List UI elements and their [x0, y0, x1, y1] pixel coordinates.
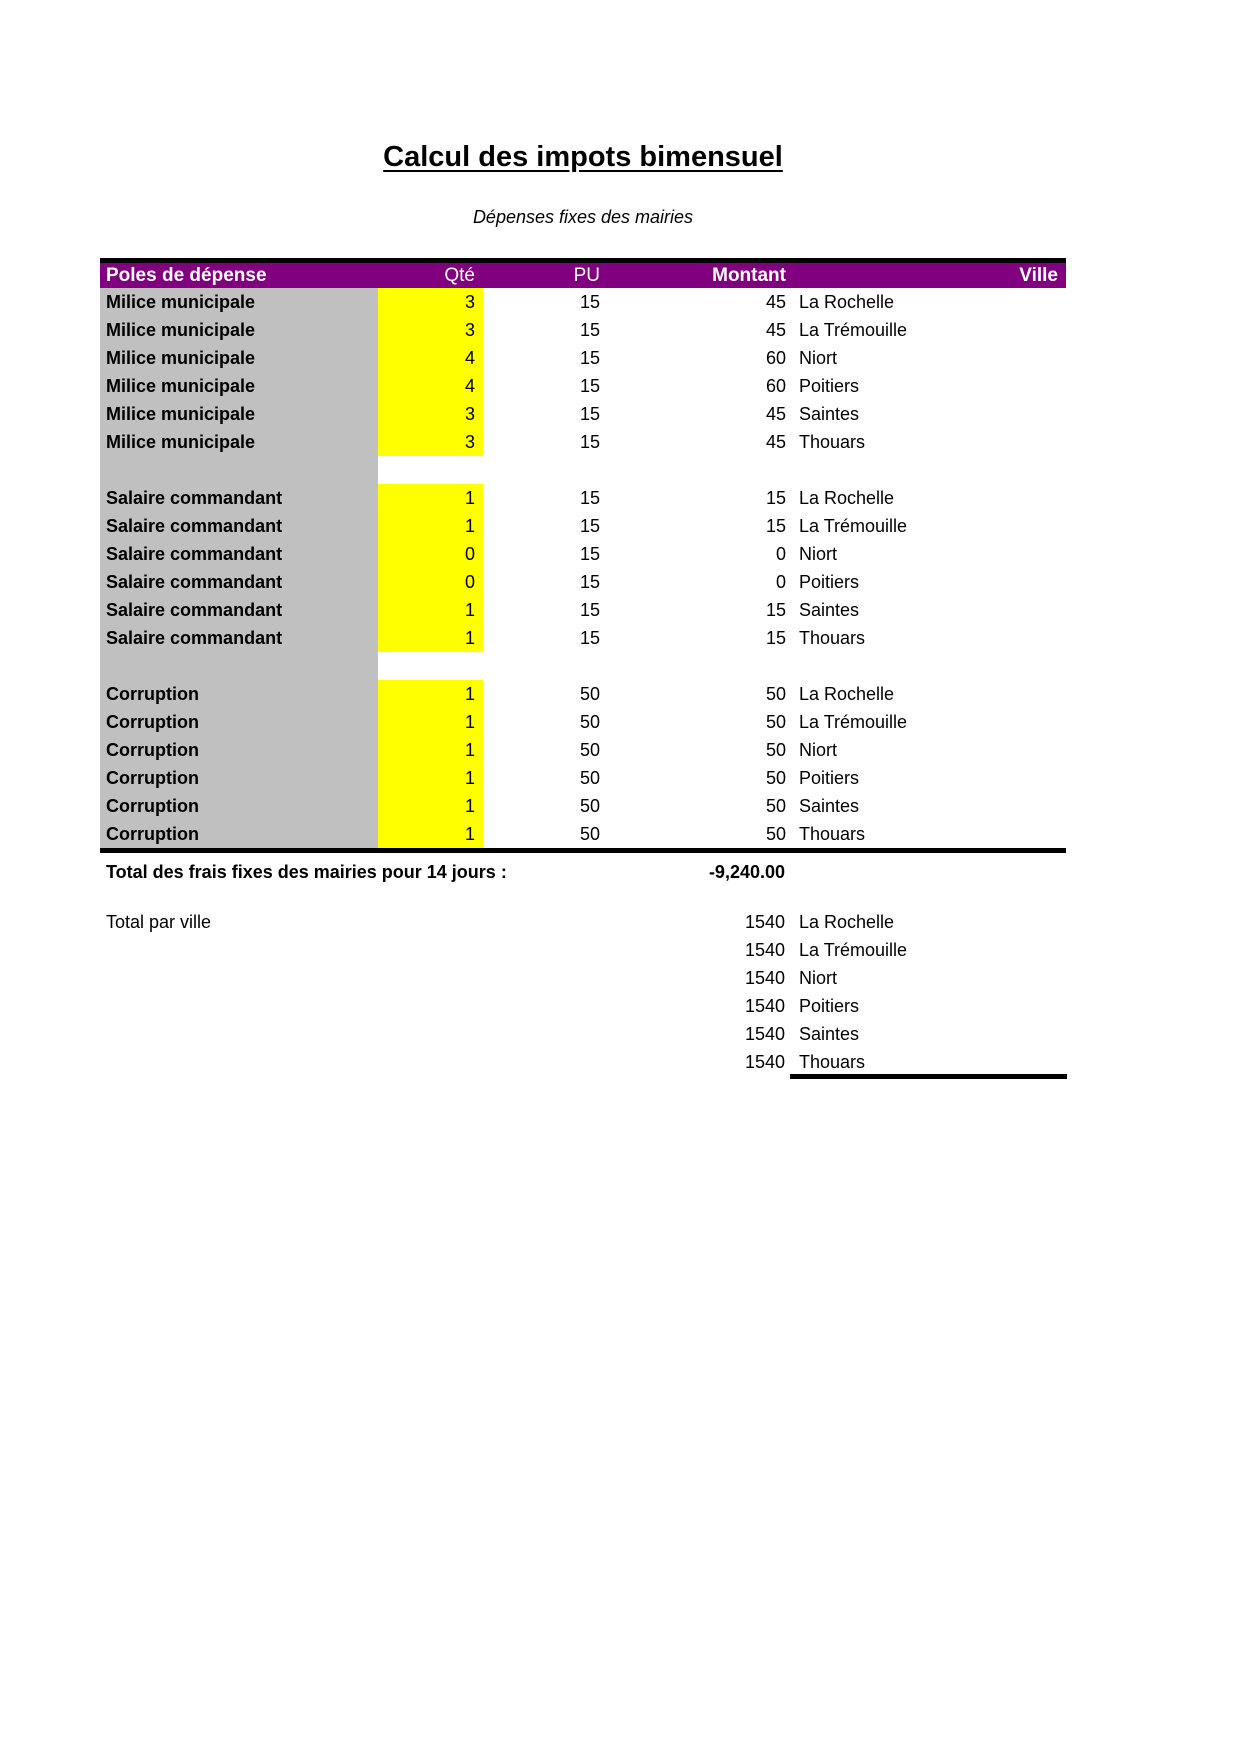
cell-unit-price: 15 — [579, 292, 600, 312]
cell-unit-price: 15 — [579, 348, 600, 368]
cell-pole: Milice municipale — [100, 428, 378, 456]
cell-pole: Corruption — [100, 764, 378, 792]
gap-cell-pole — [100, 652, 378, 680]
cell-montant: 45 — [765, 292, 786, 312]
gap-cell-montant — [610, 456, 790, 484]
table-row — [100, 288, 1066, 316]
gap-row — [100, 456, 1066, 484]
cell-pole: Corruption — [100, 708, 378, 736]
cell-ville: Saintes — [799, 600, 860, 620]
cell-montant: 50 — [765, 796, 786, 816]
ville-total-name: Niort — [799, 968, 838, 988]
cell-unit-price: 15 — [579, 432, 600, 452]
cell-pole: Salaire commandant — [100, 484, 378, 512]
cell-qty-input[interactable]: 0 — [378, 568, 483, 596]
cell-unit-price: 50 — [579, 824, 600, 844]
ville-total-row — [100, 992, 1066, 1020]
gap-cell-qte — [378, 456, 483, 484]
cell-pole: Corruption — [100, 680, 378, 708]
column-header-montant: Montant — [712, 265, 786, 286]
cell-ville: La Rochelle — [799, 684, 895, 704]
ville-total-row — [100, 964, 1066, 992]
page-title: Calcul des impots bimensuel — [383, 141, 783, 173]
ville-totals-underline — [790, 1074, 1067, 1079]
cell-montant: 15 — [765, 600, 786, 620]
cell-unit-price: 15 — [579, 488, 600, 508]
cell-pole: Milice municipale — [100, 372, 378, 400]
cell-pole: Milice municipale — [100, 288, 378, 316]
table-row — [100, 708, 1066, 736]
cell-qty-input[interactable]: 1 — [378, 792, 483, 820]
cell-ville: Poitiers — [799, 376, 860, 396]
cell-unit-price: 50 — [579, 712, 600, 732]
cell-ville: Thouars — [799, 432, 866, 452]
cell-qty-input[interactable]: 0 — [378, 540, 483, 568]
ville-total-name: La Rochelle — [799, 912, 895, 932]
ville-total-name: La Trémouille — [799, 940, 908, 960]
ville-total-value: 1540 — [744, 1024, 785, 1044]
table-row — [100, 540, 1066, 568]
ville-total-value: 1540 — [744, 968, 785, 988]
cell-qty-input[interactable]: 1 — [378, 764, 483, 792]
cell-montant: 50 — [765, 824, 786, 844]
cell-ville: Thouars — [799, 628, 866, 648]
cell-ville: La Trémouille — [799, 516, 908, 536]
table-row — [100, 512, 1066, 540]
cell-ville: La Rochelle — [799, 488, 895, 508]
gap-cell-qte — [378, 652, 483, 680]
cell-qty-input[interactable]: 3 — [378, 428, 483, 456]
table-row — [100, 344, 1066, 372]
cell-pole: Corruption — [100, 792, 378, 820]
ville-totals-list — [100, 908, 1066, 1076]
cell-unit-price: 50 — [579, 740, 600, 760]
total-fixed-row — [100, 858, 1066, 886]
cell-unit-price: 50 — [579, 796, 600, 816]
cell-qty-input[interactable]: 3 — [378, 288, 483, 316]
cell-unit-price: 15 — [579, 628, 600, 648]
table-header-row — [100, 263, 1066, 288]
cell-qty-input[interactable]: 3 — [378, 400, 483, 428]
cell-pole: Milice municipale — [100, 316, 378, 344]
table-row — [100, 624, 1066, 652]
expense-table — [100, 258, 1066, 853]
cell-qty-input[interactable]: 1 — [378, 484, 483, 512]
cell-pole: Salaire commandant — [100, 540, 378, 568]
table-row — [100, 764, 1066, 792]
cell-pole: Milice municipale — [100, 344, 378, 372]
cell-ville: La Rochelle — [799, 292, 895, 312]
cell-unit-price: 50 — [579, 684, 600, 704]
total-fixed-value: -9,240.00 — [708, 862, 785, 882]
ville-total-value: 1540 — [744, 1052, 785, 1072]
cell-montant: 0 — [775, 572, 786, 592]
cell-unit-price: 15 — [579, 544, 600, 564]
column-header-qte: Qté — [444, 265, 475, 286]
cell-qty-input[interactable]: 1 — [378, 596, 483, 624]
cell-ville: Saintes — [799, 796, 860, 816]
ville-total-row — [100, 936, 1066, 964]
cell-unit-price: 15 — [579, 404, 600, 424]
cell-montant: 50 — [765, 768, 786, 788]
table-row — [100, 316, 1066, 344]
cell-qty-input[interactable]: 1 — [378, 624, 483, 652]
cell-qty-input[interactable]: 1 — [378, 680, 483, 708]
total-fixed-label: Total des frais fixes des mairies pour 14 jours : — [106, 862, 507, 882]
cell-unit-price: 15 — [579, 572, 600, 592]
gap-row — [100, 652, 1066, 680]
gap-cell-montant — [610, 652, 790, 680]
ville-total-value: 1540 — [744, 996, 785, 1016]
cell-ville: Saintes — [799, 404, 860, 424]
ville-total-value: 1540 — [744, 912, 785, 932]
cell-montant: 50 — [765, 684, 786, 704]
table-row — [100, 372, 1066, 400]
cell-pole: Salaire commandant — [100, 568, 378, 596]
cell-ville: Poitiers — [799, 768, 860, 788]
table-row — [100, 680, 1066, 708]
cell-ville: Poitiers — [799, 572, 860, 592]
table-row — [100, 428, 1066, 456]
cell-unit-price: 15 — [579, 320, 600, 340]
cell-montant: 60 — [765, 376, 786, 396]
cell-ville: Niort — [799, 544, 838, 564]
cell-qty-input[interactable]: 1 — [378, 512, 483, 540]
ville-total-row — [100, 908, 1066, 936]
total-par-ville-label: Total par ville — [106, 912, 212, 932]
table-body — [100, 288, 1066, 848]
table-row — [100, 792, 1066, 820]
cell-qty-input[interactable]: 1 — [378, 820, 483, 848]
cell-montant: 45 — [765, 404, 786, 424]
cell-qty-input[interactable]: 1 — [378, 736, 483, 764]
gap-cell-ville — [790, 456, 1066, 484]
cell-ville: Niort — [799, 740, 838, 760]
ville-total-name: Saintes — [799, 1024, 860, 1044]
cell-montant: 0 — [775, 544, 786, 564]
table-row — [100, 568, 1066, 596]
gap-cell-pu — [483, 456, 610, 484]
cell-pole: Salaire commandant — [100, 596, 378, 624]
gap-cell-pu — [483, 652, 610, 680]
title-block — [100, 141, 1066, 174]
ville-total-row — [100, 1020, 1066, 1048]
cell-pole: Salaire commandant — [100, 512, 378, 540]
cell-unit-price: 15 — [579, 376, 600, 396]
cell-montant: 50 — [765, 740, 786, 760]
ville-total-value: 1540 — [744, 940, 785, 960]
cell-ville: Thouars — [799, 824, 866, 844]
cell-pole: Salaire commandant — [100, 624, 378, 652]
cell-montant: 45 — [765, 432, 786, 452]
cell-qty-input[interactable]: 4 — [378, 344, 483, 372]
cell-montant: 15 — [765, 628, 786, 648]
cell-montant: 15 — [765, 488, 786, 508]
cell-qty-input[interactable]: 4 — [378, 372, 483, 400]
ville-total-name: Thouars — [799, 1052, 866, 1072]
cell-montant: 60 — [765, 348, 786, 368]
cell-montant: 50 — [765, 712, 786, 732]
cell-qty-input[interactable]: 3 — [378, 316, 483, 344]
table-row — [100, 484, 1066, 512]
cell-qty-input[interactable]: 1 — [378, 708, 483, 736]
column-header-ville: Ville — [1019, 265, 1058, 286]
cell-montant: 45 — [765, 320, 786, 340]
cell-pole: Corruption — [100, 820, 378, 848]
ville-total-name: Poitiers — [799, 996, 860, 1016]
cell-unit-price: 50 — [579, 768, 600, 788]
cell-pole: Milice municipale — [100, 400, 378, 428]
table-row — [100, 820, 1066, 848]
gap-cell-ville — [790, 652, 1066, 680]
column-header-pole: Poles de dépense — [106, 265, 267, 286]
ville-total-row — [100, 1048, 1066, 1076]
cell-ville: Niort — [799, 348, 838, 368]
table-row — [100, 736, 1066, 764]
column-header-pu: PU — [573, 265, 600, 286]
cell-unit-price: 15 — [579, 516, 600, 536]
cell-ville: La Trémouille — [799, 320, 908, 340]
gap-cell-pole — [100, 456, 378, 484]
cell-ville: La Trémouille — [799, 712, 908, 732]
page-subtitle: Dépenses fixes des mairies — [472, 207, 694, 227]
cell-pole: Corruption — [100, 736, 378, 764]
subtitle-block — [100, 207, 1066, 228]
cell-montant: 15 — [765, 516, 786, 536]
table-row — [100, 400, 1066, 428]
table-row — [100, 596, 1066, 624]
cell-unit-price: 15 — [579, 600, 600, 620]
